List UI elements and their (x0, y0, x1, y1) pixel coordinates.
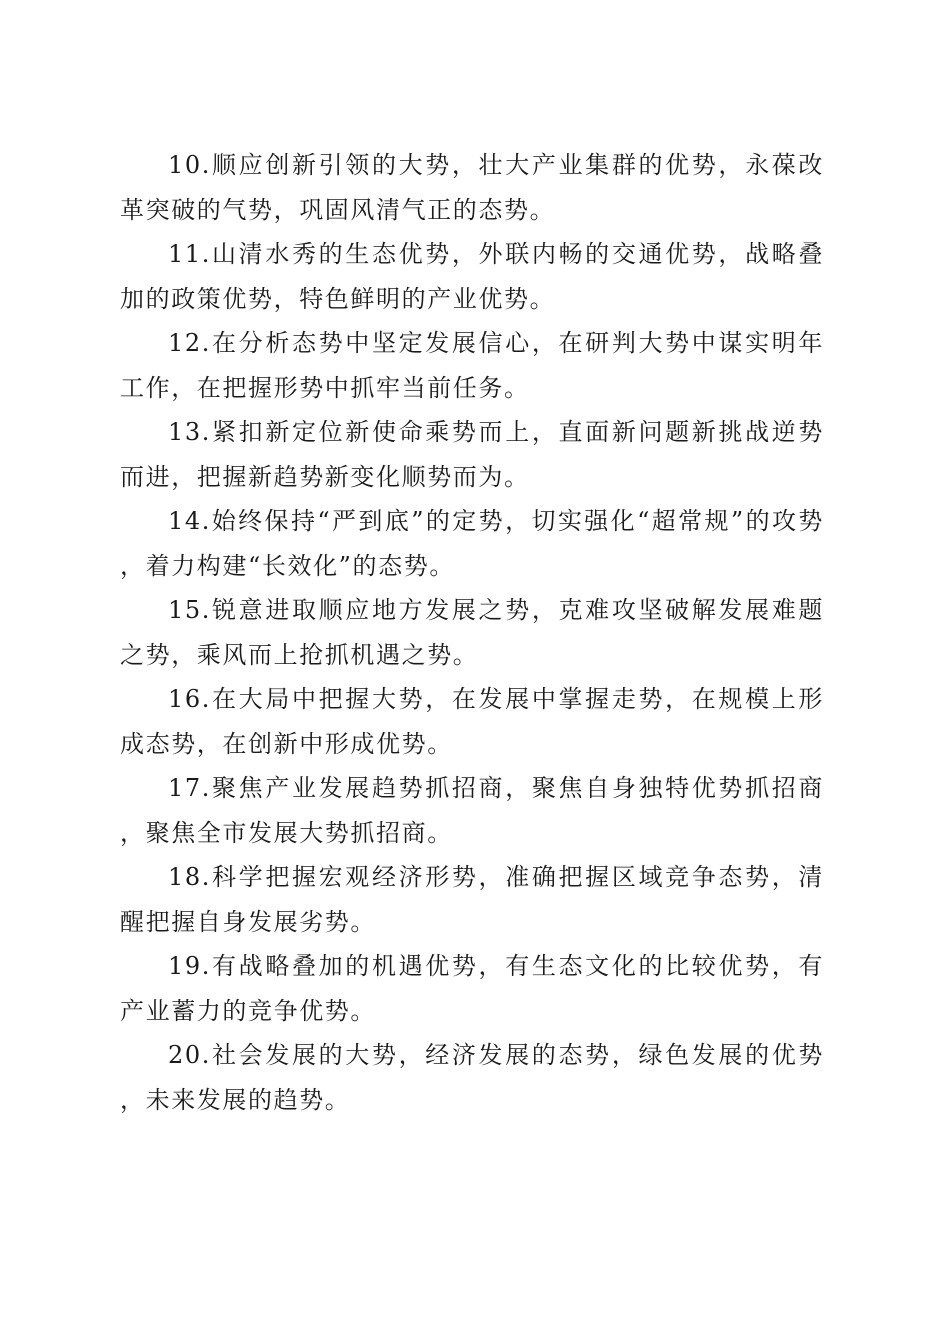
list-item: 15.锐意进取顺应地方发展之势，克难攻坚破解发展难题之势，乘风而上抢抓机遇之势。 (120, 596, 824, 669)
list-item: 12.在分析态势中坚定发展信心，在研判大势中谋实明年工作，在把握形势中抓牢当前任务。 (120, 329, 824, 402)
list-item: 14.始终保持“严到底”的定势，切实强化“超常规”的攻势，着力构建“长效化”的态势。 (120, 507, 824, 580)
list-item: 16.在大局中把握大势，在发展中掌握走势，在规模上形成态势，在创新中形成优势。 (120, 685, 824, 758)
list-item: 18.科学把握宏观经济形势，准确把握区域竞争态势，清醒把握自身发展劣势。 (120, 863, 824, 936)
list-item: 20.社会发展的大势，经济发展的态势，绿色发展的优势，未来发展的趋势。 (120, 1041, 824, 1114)
list-item: 10.顺应创新引领的大势，壮大产业集群的优势，永葆改革突破的气势，巩固风清气正的态势。 (120, 151, 824, 224)
list-item: 17.聚焦产业发展趋势抓招商，聚焦自身独特优势抓招商，聚焦全市发展大势抓招商。 (120, 774, 824, 847)
document-body (120, 143, 824, 1122)
list-item: 19.有战略叠加的机遇优势，有生态文化的比较优势，有产业蓄力的竞争优势。 (120, 952, 824, 1025)
list-item: 13.紧扣新定位新使命乘势而上，直面新问题新挑战逆势而进，把握新趋势新变化顺势而为。 (120, 418, 824, 491)
list-item: 11.山清水秀的生态优势，外联内畅的交通优势，战略叠加的政策优势，特色鲜明的产业优势。 (120, 240, 824, 313)
